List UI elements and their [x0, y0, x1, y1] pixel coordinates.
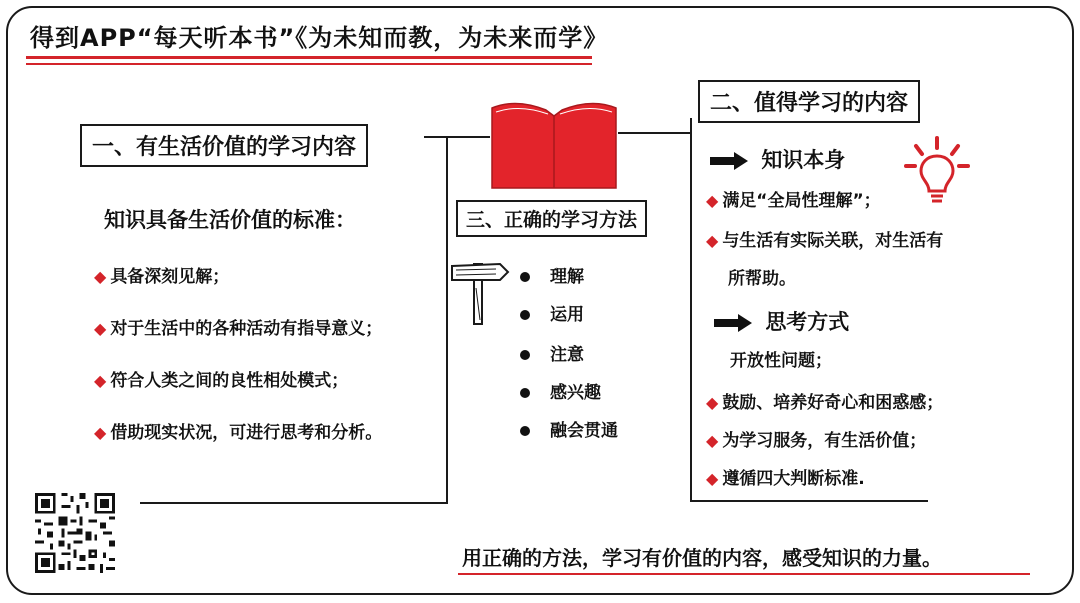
bullet-dot-icon	[520, 426, 530, 436]
red-diamond-icon: ◆	[706, 469, 719, 488]
knowledge-item: ◆ 满足“全局性理解”；	[706, 191, 881, 211]
connector-right-vertical	[690, 118, 692, 502]
right-section-heading: 二、值得学习的内容	[698, 80, 920, 123]
connector-left-top	[424, 136, 490, 138]
qr-code[interactable]	[32, 490, 118, 576]
thinking-label-row: 思考方式	[714, 306, 849, 336]
arrow-right-icon	[710, 152, 748, 170]
thinking-item: ◆ 为学习服务，有生活价值；	[706, 431, 927, 451]
bullet-dot-icon	[520, 388, 530, 398]
title-underline-2	[26, 63, 592, 65]
left-list-item: ◆ 借助现实状况，可进行思考和分析。	[94, 423, 383, 443]
connector-left-bottom	[140, 502, 448, 504]
connector-right-top	[618, 132, 690, 134]
title-underline	[26, 56, 592, 59]
bullet-dot-icon	[520, 350, 530, 360]
lightbulb-icon	[904, 136, 970, 206]
left-section-heading: 一、有生活价值的学习内容	[80, 124, 368, 167]
method-item: 感兴趣	[520, 378, 601, 403]
page-title: 得到APP“每天听本书”《为未知而教，为未来而学》	[30, 24, 609, 52]
arrow-right-icon	[714, 314, 752, 332]
method-item: 理解	[520, 262, 584, 287]
open-book-icon	[486, 96, 622, 192]
thinking-intro: 开放性问题；	[730, 351, 832, 371]
thinking-item: ◆ 鼓励、培养好奇心和困惑感；	[706, 393, 944, 413]
method-item: 运用	[520, 300, 584, 325]
middle-section-heading: 三、正确的学习方法	[456, 200, 647, 237]
red-diamond-icon: ◆	[706, 393, 719, 412]
bullet-dot-icon	[520, 310, 530, 320]
connector-left-vertical	[446, 136, 448, 504]
red-diamond-icon: ◆	[706, 191, 719, 210]
red-diamond-icon: ◆	[94, 371, 107, 390]
red-diamond-icon: ◆	[94, 267, 107, 286]
footer-slogan: 用正确的方法，学习有价值的内容，感受知识的力量。	[462, 546, 942, 570]
red-diamond-icon: ◆	[94, 319, 107, 338]
method-item: 注意	[520, 340, 584, 365]
method-item: 融会贯通	[520, 416, 618, 441]
signpost-icon	[450, 258, 510, 326]
thinking-item: ◆ 遵循四大判断标准.	[706, 469, 865, 489]
left-list-item: ◆ 具备深刻见解；	[94, 267, 230, 287]
knowledge-item-continuation: 所帮助。	[728, 269, 796, 289]
red-diamond-icon: ◆	[94, 423, 107, 442]
left-list-item: ◆ 符合人类之间的良性相处模式；	[94, 371, 349, 391]
left-section-subheading: 知识具备生活价值的标准：	[104, 208, 356, 232]
knowledge-label-row: 知识本身	[710, 144, 845, 174]
knowledge-item: ◆ 与生活有实际关联，对生活有	[706, 231, 944, 251]
connector-right-bottom	[690, 500, 928, 502]
red-diamond-icon: ◆	[706, 231, 719, 250]
left-list-item: ◆ 对于生活中的各种活动有指导意义；	[94, 319, 383, 339]
footer-underline	[458, 573, 1030, 575]
red-diamond-icon: ◆	[706, 431, 719, 450]
bullet-dot-icon	[520, 272, 530, 282]
